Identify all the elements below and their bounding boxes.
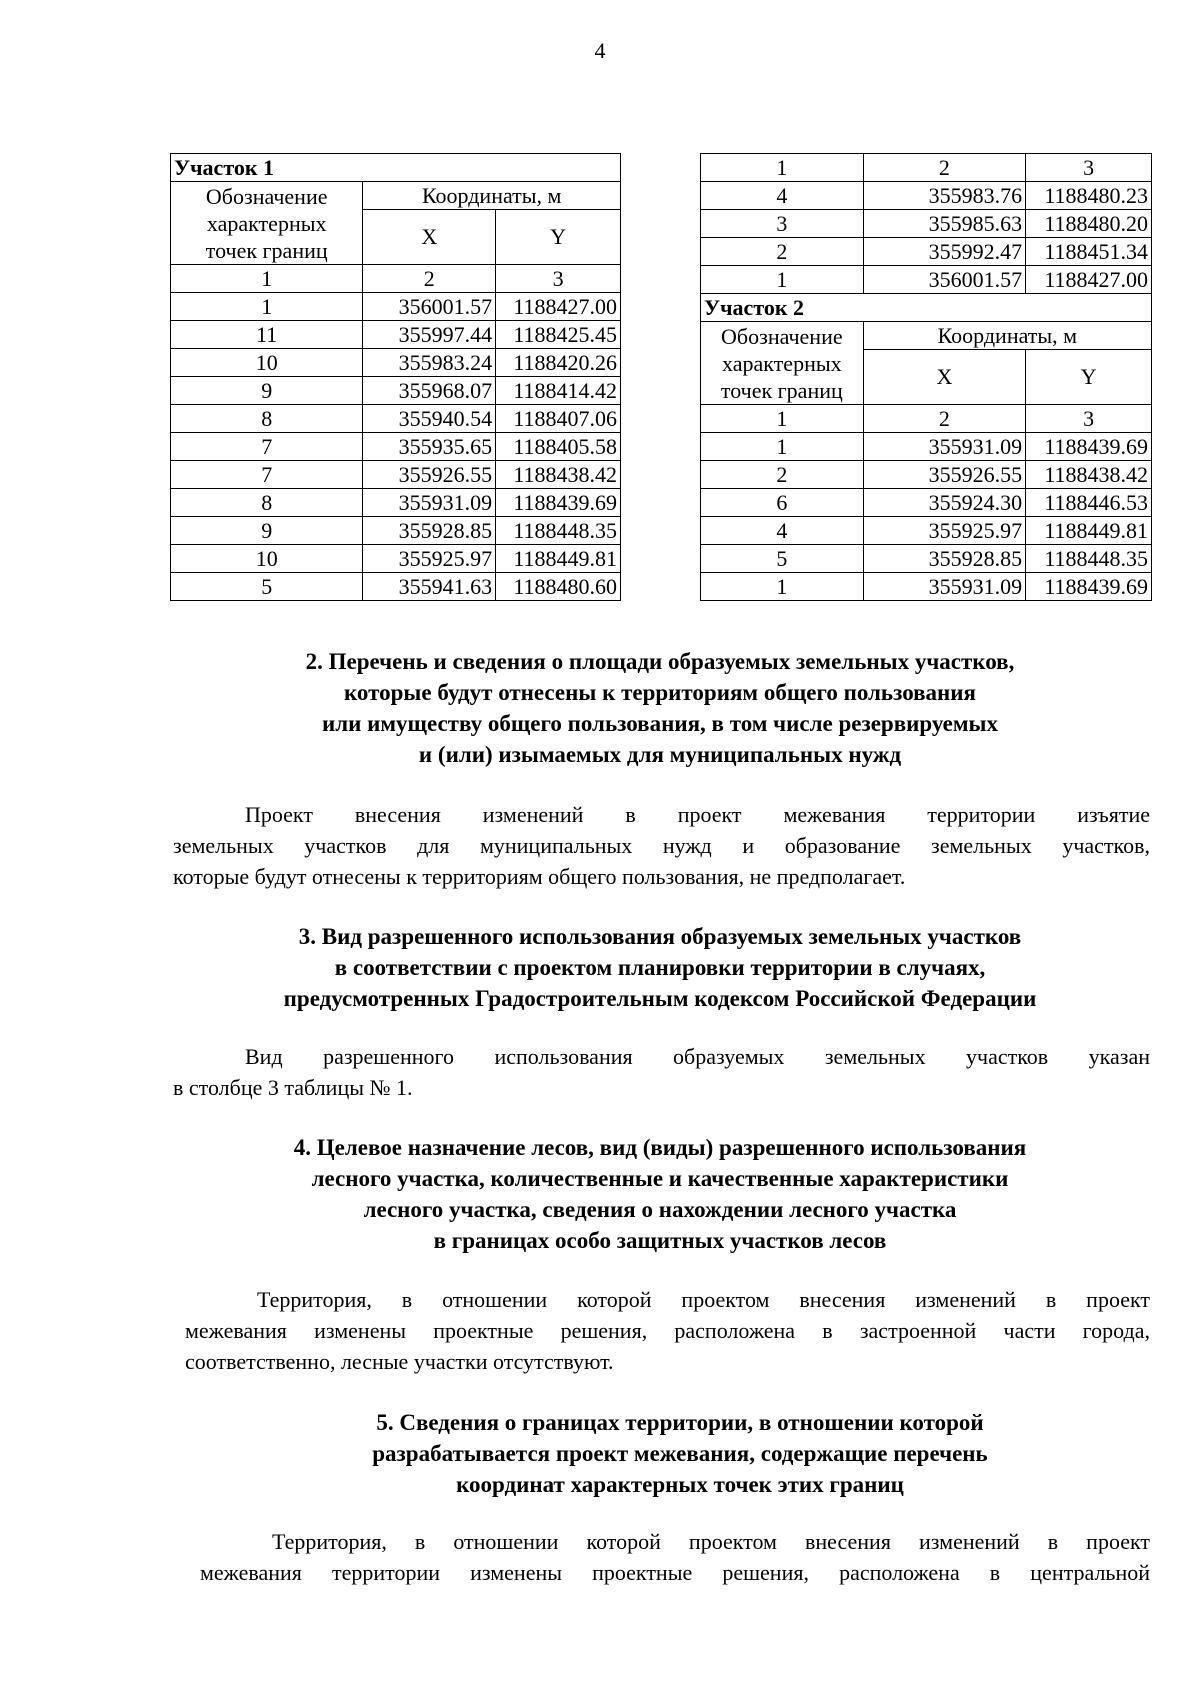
x-coordinate-cell: 355928.85 <box>363 517 496 545</box>
table-row <box>701 489 1152 517</box>
x-coordinate-cell: 355928.85 <box>863 545 1025 573</box>
y-coordinate-cell: 1188427.00 <box>1026 266 1152 294</box>
point-number-cell: 6 <box>701 489 864 517</box>
x-coordinate-cell: 355931.09 <box>863 433 1025 461</box>
y-coordinate-cell: 1188438.42 <box>496 461 621 489</box>
y-coordinate-cell: 1188439.69 <box>1026 573 1152 601</box>
x-coordinate-cell: 355983.24 <box>363 349 496 377</box>
column-number-row: 1 2 3 <box>171 265 621 293</box>
y-coordinate-cell: 1188448.35 <box>1026 545 1152 573</box>
y-coordinate-cell: 1188407.06 <box>496 405 621 433</box>
y-coordinate-cell: 1188448.35 <box>496 517 621 545</box>
y-coordinate-cell: 1188449.81 <box>496 545 621 573</box>
column-label-points: Обозначение характерных точек границ <box>171 182 363 265</box>
y-coordinate-cell: 1188480.60 <box>496 573 621 601</box>
table-title: Участок 2 <box>701 294 1152 322</box>
point-number-cell: 5 <box>171 573 363 601</box>
table-row <box>171 293 621 321</box>
table-row <box>701 210 1152 238</box>
y-coordinate-cell: 1188438.42 <box>1026 461 1152 489</box>
column-label-points: Обозначение характерных точек границ <box>701 322 864 405</box>
table-row <box>171 517 621 545</box>
coordinates-table-plot-2 <box>700 153 1152 601</box>
y-coordinate-cell: 1188446.53 <box>1026 489 1152 517</box>
y-coordinate-cell: 1188439.69 <box>496 489 621 517</box>
point-number-cell: 1 <box>171 293 363 321</box>
table-row <box>701 266 1152 294</box>
section-2-paragraph: Проект внесения изменений в проект межевания территории изъятие земельных участков для муниципальных нужд и образование земельных участков, которые будут отнесены к территориям общего пользования, не предполагает. <box>173 802 1150 889</box>
x-coordinate-cell: 355924.30 <box>863 489 1025 517</box>
point-number-cell: 1 <box>701 433 864 461</box>
y-coordinate-cell: 1188449.81 <box>1026 517 1152 545</box>
point-number-cell: 3 <box>701 210 864 238</box>
table-row <box>171 321 621 349</box>
y-coordinate-cell: 1188439.69 <box>1026 433 1152 461</box>
point-number-cell: 4 <box>701 517 864 545</box>
column-label-coordinates: Координаты, м <box>363 182 621 210</box>
point-number-cell: 7 <box>171 433 363 461</box>
point-number-cell: 7 <box>171 461 363 489</box>
x-coordinate-cell: 355931.09 <box>863 573 1025 601</box>
section-3-paragraph: Вид разрешенного использования образуемых земельных участков указан в столбце 3 таблицы № 1. <box>173 1044 1150 1100</box>
x-coordinate-cell: 355940.54 <box>363 405 496 433</box>
x-coordinate-cell: 355983.76 <box>863 182 1025 210</box>
section-5-paragraph: Территория, в отношении которой проектом внесения изменений в проект межевания территории изменены проектные решения, расположена в центральной <box>200 1529 1150 1585</box>
table-row <box>701 182 1152 210</box>
point-number-cell: 2 <box>701 238 864 266</box>
column-label-x: X <box>863 350 1025 405</box>
x-coordinate-cell: 355968.07 <box>363 377 496 405</box>
x-coordinate-cell: 355925.97 <box>363 545 496 573</box>
y-coordinate-cell: 1188451.34 <box>1026 238 1152 266</box>
column-label-x: X <box>363 210 496 265</box>
table-row <box>701 433 1152 461</box>
point-number-cell: 8 <box>171 405 363 433</box>
point-number-cell: 8 <box>171 489 363 517</box>
column-label-y: Y <box>1026 350 1152 405</box>
table-row <box>171 377 621 405</box>
x-coordinate-cell: 355935.65 <box>363 433 496 461</box>
table-row <box>701 461 1152 489</box>
y-coordinate-cell: 1188425.45 <box>496 321 621 349</box>
x-coordinate-cell: 355997.44 <box>363 321 496 349</box>
y-coordinate-cell: 1188480.23 <box>1026 182 1152 210</box>
x-coordinate-cell: 356001.57 <box>863 266 1025 294</box>
coordinates-table-plot-1 <box>170 153 621 601</box>
x-coordinate-cell: 355926.55 <box>863 461 1025 489</box>
table-row <box>171 545 621 573</box>
y-coordinate-cell: 1188480.20 <box>1026 210 1152 238</box>
table-row <box>701 238 1152 266</box>
point-number-cell: 9 <box>171 377 363 405</box>
table-row <box>171 349 621 377</box>
point-number-cell: 1 <box>701 266 864 294</box>
table-row <box>701 573 1152 601</box>
section-4-heading: 4. Целевое назначение лесов, вид (виды) разрешенного использования лесного участка, количественные и качественные характеристики лесного участка, сведения о нахождении лесного участка в границах особо защитных участков лесов <box>293 1135 1027 1253</box>
section-2-heading: 2. Перечень и сведения о площади образуемых земельных участков, которые будут отнесены к территориям общего пользования или имуществу общего пользования, в том числе резервируемых и (или) изымаемых для муниципальных нужд <box>305 649 1015 767</box>
point-number-cell: 2 <box>701 461 864 489</box>
x-coordinate-cell: 355985.63 <box>863 210 1025 238</box>
y-coordinate-cell: 1188414.42 <box>496 377 621 405</box>
x-coordinate-cell: 356001.57 <box>363 293 496 321</box>
table-row <box>701 545 1152 573</box>
point-number-cell: 10 <box>171 349 363 377</box>
section-4-paragraph: Территория, в отношении которой проектом внесения изменений в проект межевания изменены проектные решения, расположена в застроенной части города, соответственно, лесные участки отсутствуют. <box>185 1287 1150 1374</box>
point-number-cell: 5 <box>701 545 864 573</box>
point-number-cell: 11 <box>171 321 363 349</box>
x-coordinate-cell: 355941.63 <box>363 573 496 601</box>
point-number-cell: 9 <box>171 517 363 545</box>
section-3-heading: 3. Вид разрешенного использования образуемых земельных участков в соответствии с проектом планировки территории в случаях, предусмотренных Градостроительным кодексом Российской Федерации <box>283 924 1037 1011</box>
point-number-cell: 10 <box>171 545 363 573</box>
y-coordinate-cell: 1188405.58 <box>496 433 621 461</box>
x-coordinate-cell: 355992.47 <box>863 238 1025 266</box>
table-row <box>171 573 621 601</box>
table-row <box>171 433 621 461</box>
point-number-cell: 1 <box>701 573 864 601</box>
table-title: Участок 1 <box>171 154 621 182</box>
x-coordinate-cell: 355926.55 <box>363 461 496 489</box>
column-number-row: 1 2 3 <box>701 154 1152 182</box>
page-number: 4 <box>594 38 606 63</box>
section-5-heading: 5. Сведения о границах территории, в отношении которой разрабатывается проект межевания, содержащие перечень координат характерных точек этих границ <box>372 1410 988 1497</box>
table-row <box>171 461 621 489</box>
y-coordinate-cell: 1188427.00 <box>496 293 621 321</box>
point-number-cell: 4 <box>701 182 864 210</box>
x-coordinate-cell: 355931.09 <box>363 489 496 517</box>
table-row <box>171 405 621 433</box>
column-label-y: Y <box>496 210 621 265</box>
table-row <box>701 517 1152 545</box>
table-row <box>171 489 621 517</box>
x-coordinate-cell: 355925.97 <box>863 517 1025 545</box>
y-coordinate-cell: 1188420.26 <box>496 349 621 377</box>
column-label-coordinates: Координаты, м <box>863 322 1151 350</box>
column-number-row: 1 2 3 <box>701 405 1152 433</box>
